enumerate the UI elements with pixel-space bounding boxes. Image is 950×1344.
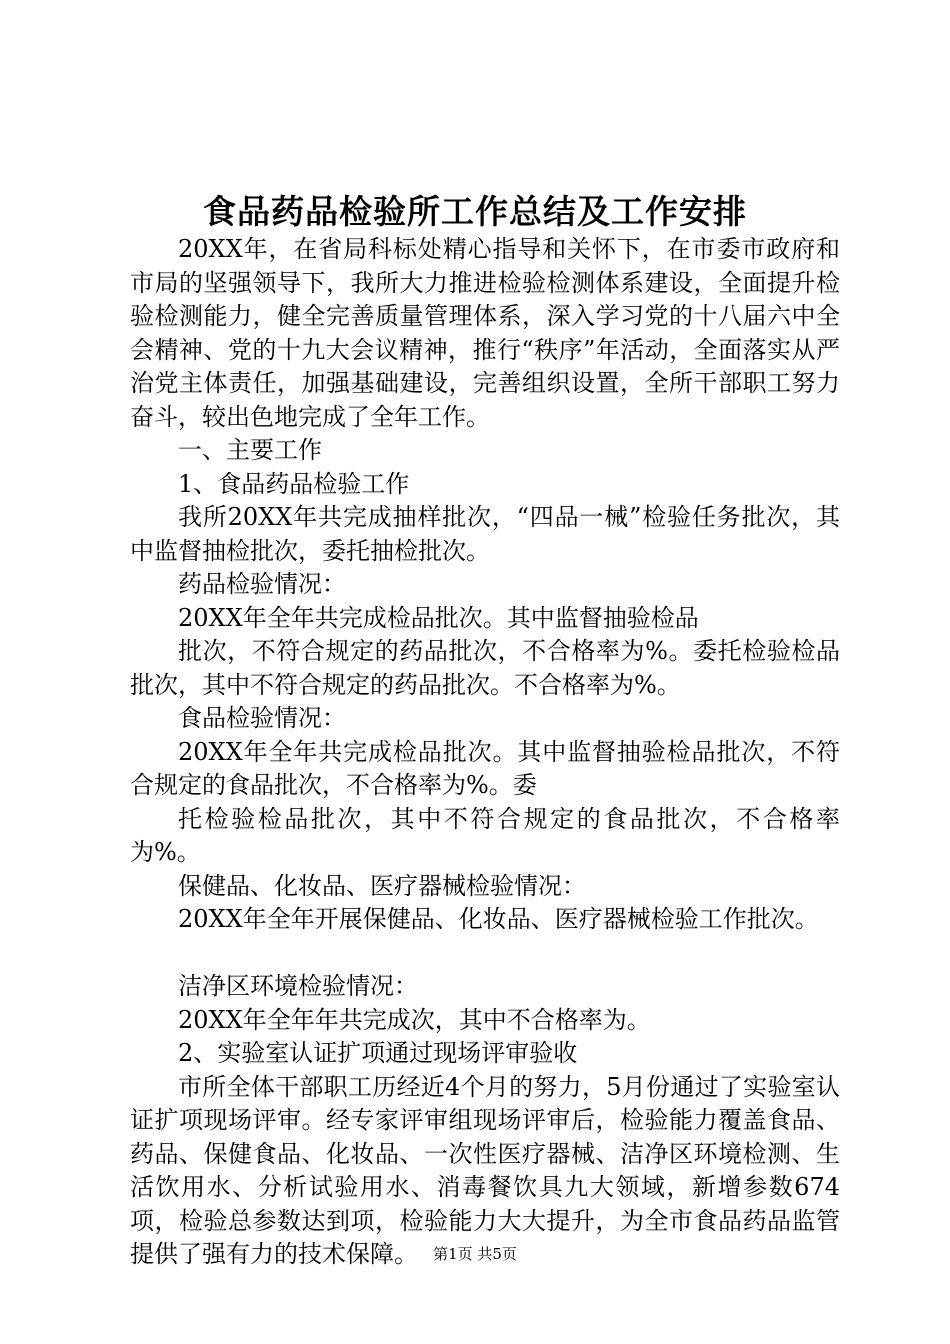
subheading-lab-accreditation: 2、实验室认证扩项通过现场评审验收 [178, 1039, 578, 1067]
paragraph-health-cosmetic-device: 20XX年全年开展保健品、化妆品、医疗器械检验工作批次。 [178, 905, 819, 933]
document-body [130, 233, 840, 1272]
label-food-inspection: 食品检验情况： [178, 704, 346, 732]
page-indicator: 第1页 共5页 [433, 1245, 517, 1263]
label-health-cosmetic-device: 保健品、化妆品、医疗器械检验情况： [178, 871, 586, 900]
paragraph-intro: 20XX年，在省局科标处精心指导和关怀下，在市委市政府和市局的坚强领导下，我所大力推进检验检测体系建设，全面提升检验检测能力，健全完善质量管理体系，深入学习党的十八届六中全会精神、党的十九大会议精神，推行“秩序”年活动，全面落实从严治党主体责任，加强基础建设，完善组织设置，全所干部职工努力奋斗，较出色地完成了全年工作。 [130, 235, 840, 431]
paragraph-cleanroom-inspection: 20XX年全年年共完成次，其中不合格率为。 [178, 1005, 651, 1034]
document-title: 食品药品检验所工作总结及工作安排 [203, 192, 747, 231]
label-drug-inspection: 药品检验情况： [178, 570, 346, 598]
paragraph-lab-accreditation: 市所全体干部职工历经近4个月的努力，5月份通过了实验室认证扩项现场评审。经专家评审组现场评审后，检验能力覆盖食品、药品、保健食品、化妆品、一次性医疗器械、洁净区环境检测、生活饮用水、分析试验用水、消毒餐饮具九大领域，新增参数674项，检验总参数达到项，检验能力大大提升，为全市食品药品监管提供了强有力的技术保障。 [130, 1072, 840, 1268]
paragraph-food-inspection-1: 20XX年全年共完成检品批次。其中监督抽验检品批次，不符合规定的食品批次，不合格率为%。委 [130, 737, 840, 799]
subheading-food-drug-inspection: 1、食品药品检验工作 [178, 469, 410, 498]
paragraph-sampling-summary: 我所20XX年共完成抽样批次，“四品一械”检验任务批次，其中监督抽检批次，委托抽检批次。 [130, 503, 840, 565]
paragraph-drug-inspection-1: 20XX年全年共完成检品批次。其中监督抽验检品 [178, 603, 699, 632]
paragraph-food-inspection-2: 托检验检品批次，其中不符合规定的食品批次，不合格率为%。 [130, 804, 840, 866]
heading-main-work: 一、主要工作 [178, 436, 322, 464]
label-cleanroom-inspection: 洁净区环境检验情况： [178, 972, 418, 1000]
paragraph-drug-inspection-2: 批次，不符合规定的药品批次，不合格率为%。委托检验检品批次，其中不符合规定的药品批次。不合格率为%。 [130, 637, 840, 699]
